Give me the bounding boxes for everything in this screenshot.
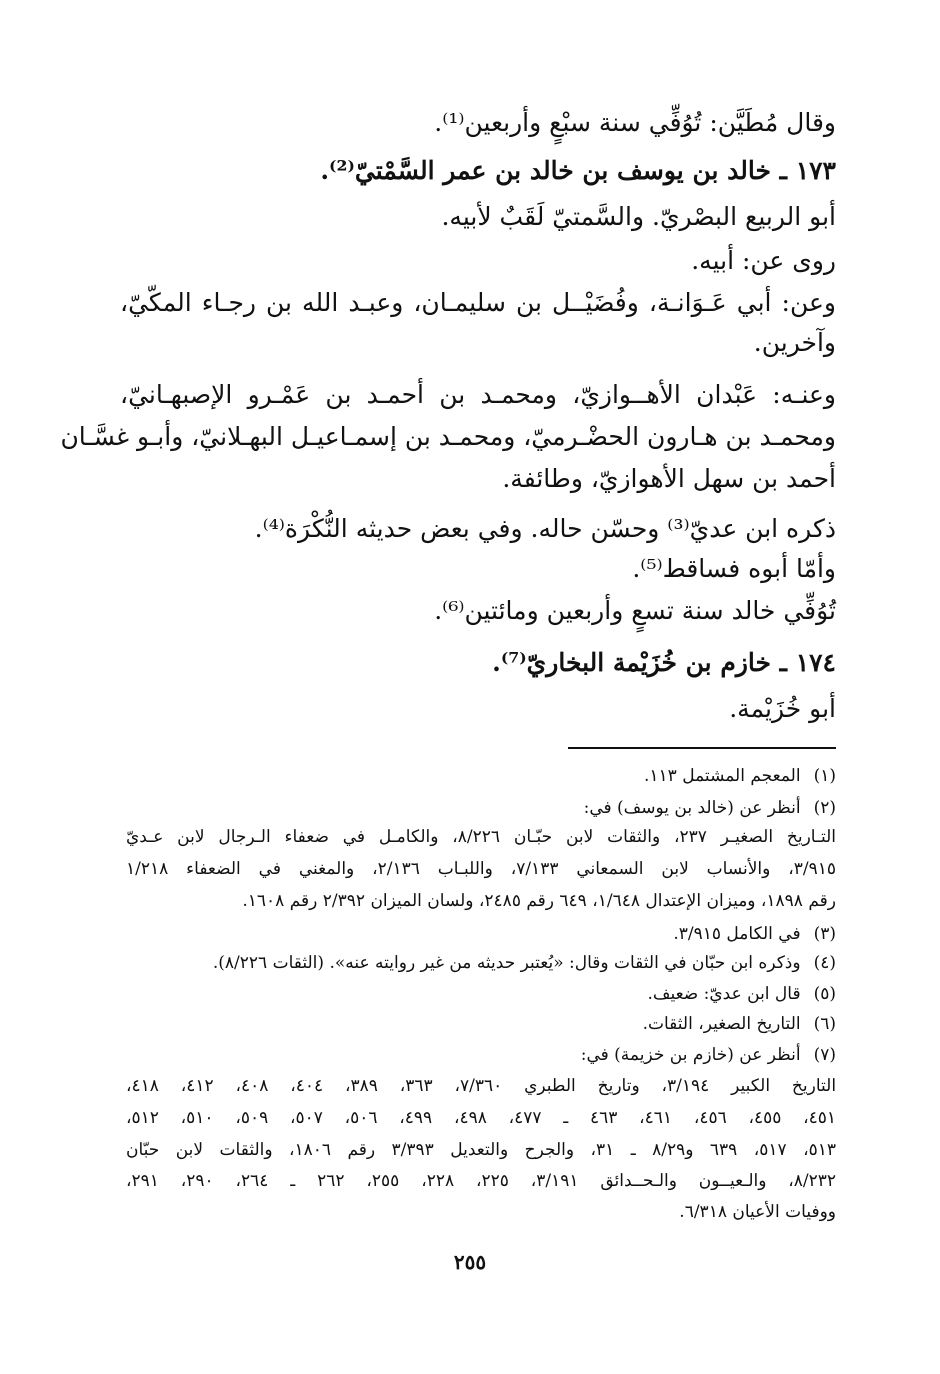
footnote-number: (٤) — [813, 953, 836, 973]
footnote-7 — [581, 1043, 836, 1067]
footnote-7-line-3: ٥١٣، ٥١٧، ٦٣٩ و٨/٢٩ ـ ٣١، والجرح والتعديل ٣/٣٩٣ رقم ١٨٠٦، والثقات لابن حبّان — [126, 1140, 836, 1160]
body-line-7: وعنـه: عَبْدان الأهــوازيّ، ومحمـد بن أحمـد بن عَمْـرو الإصبهـانيّ، — [120, 380, 836, 409]
footnote-text: في الكامل ٣/٩١٥. — [673, 924, 801, 944]
footnote-7-line-1: التاريخ الكبير ٣/١٩٤، وتاريخ الطبري ٧/٣٦٠، ٣٦٣، ٣٨٩، ٤٠٤، ٤٠٨، ٤١٢، ٤١٨، — [126, 1076, 837, 1096]
footnote-text: المعجم المشتمل ١١٣. — [644, 766, 801, 786]
footnote-number: (١) — [813, 766, 836, 786]
footnote-text: التاريخ الصغير، الثقات. — [642, 1014, 801, 1034]
body-line-4: روى عن: أبيه. — [691, 246, 836, 275]
body-line-3: أبو الربيع البصْريّ. والسَّمتيّ لَقَبٌ لأبيه. — [441, 202, 836, 231]
body-line-11: وأمّا أبوه فساقط⁽⁵⁾. — [632, 554, 836, 583]
footnote-1 — [644, 764, 836, 788]
footnote-7-line-4: ٨/٢٣٢، والـعيــون والـحــدائق ٣/١٩١، ٢٢٥، ٢٢٨، ٢٥٥، ٢٦٢ ـ ٢٦٤، ٢٩٠، ٢٩١، — [126, 1171, 837, 1191]
footnote-text: وذكره ابن حبّان في الثقات وقال: «يُعتبر حديثه من غير روايته عنه». (الثقات ٨/٢٢٦). — [212, 953, 801, 973]
footnote-3 — [673, 922, 836, 946]
footnote-number: (٦) — [813, 1014, 836, 1034]
footnote-2-line-1: التـاريخ الصغيـر ٢٣٧، والثقات لابن حبّـان ٨/٢٢٦، والكامـل في ضعفاء الـرجال لابن عـديّ — [126, 827, 836, 847]
footnote-text: أنظر عن (خازم بن خزيمة) في: — [580, 1045, 801, 1065]
entry-heading-173: ١٧٣ ـ خالد بن يوسف بن خالد بن عمر السَّمْتيّ⁽²⁾. — [320, 156, 836, 185]
body-line-5: وعن: أبي عَـوَانـة، وفُضَيْــل بن سليمـان، وعبـد الله بن رجـاء المكّيّ، — [120, 288, 836, 317]
body-line-14: أبو خُزَيْمة. — [729, 694, 836, 723]
footnote-4 — [213, 951, 836, 975]
body-line-1: وقال مُطَيَّن: تُوُفِّي سنة سبْعٍ وأربعين⁽¹⁾. — [434, 108, 836, 137]
entry-heading-174: ١٧٤ ـ خازم بن خُزَيْمة البخاريّ⁽⁷⁾. — [492, 648, 836, 677]
body-line-9: أحمد بن سهل الأهوازيّ، وطائفة. — [502, 464, 836, 493]
body-line-6: وآخرين. — [753, 328, 836, 357]
body-line-8: ومحمـد بن هـارون الحضْـرميّ، ومحمـد بن إسمـاعيـل البهـلانيّ، وأبـو غسَّـان — [60, 422, 836, 451]
footnote-number: (٧) — [813, 1045, 836, 1065]
footnote-text: أنظر عن (خالد بن يوسف) في: — [583, 798, 801, 818]
footnote-separator — [568, 747, 836, 749]
page-number: ٢٥٥ — [453, 1250, 487, 1274]
footnote-number: (٢) — [813, 798, 836, 818]
footnote-6 — [643, 1012, 836, 1036]
footnote-number: (٣) — [813, 924, 836, 944]
footnote-2 — [584, 796, 836, 820]
footnote-2-line-3: رقم ١٨٩٨، وميزان الإعتدال ١/٦٤٨، ٦٤٩ رقم ٢٤٨٥، ولسان الميزان ٢/٣٩٢ رقم ١٦٠٨. — [242, 891, 836, 911]
footnote-7-line-5: ووفيات الأعيان ٦/٣١٨. — [679, 1202, 836, 1222]
footnote-2-line-2: ٣/٩١٥، والأنساب لابن السمعاني ٧/١٣٣، واللبـاب ٢/١٣٦، والمغني في الضعفاء ١/٢١٨ — [126, 859, 836, 879]
footnote-number: (٥) — [813, 984, 836, 1004]
body-line-10: ذكره ابن عديّ⁽³⁾ وحسّن حاله. وفي بعض حديثه النُّكْرَة⁽⁴⁾. — [254, 514, 836, 543]
footnote-text: قال ابن عديّ: ضعيف. — [647, 984, 801, 1004]
footnote-7-line-2: ٤٥١، ٤٥٥، ٤٥٦، ٤٦١، ٤٦٣ ـ ٤٧٧، ٤٩٨، ٤٩٩، ٥٠٦، ٥٠٧، ٥٠٩، ٥١٠، ٥١٢، — [126, 1108, 837, 1128]
body-line-12: تُوُفِّي خالد سنة تسعٍ وأربعين ومائتين⁽⁶⁾. — [434, 596, 836, 625]
footnote-5 — [647, 982, 836, 1006]
